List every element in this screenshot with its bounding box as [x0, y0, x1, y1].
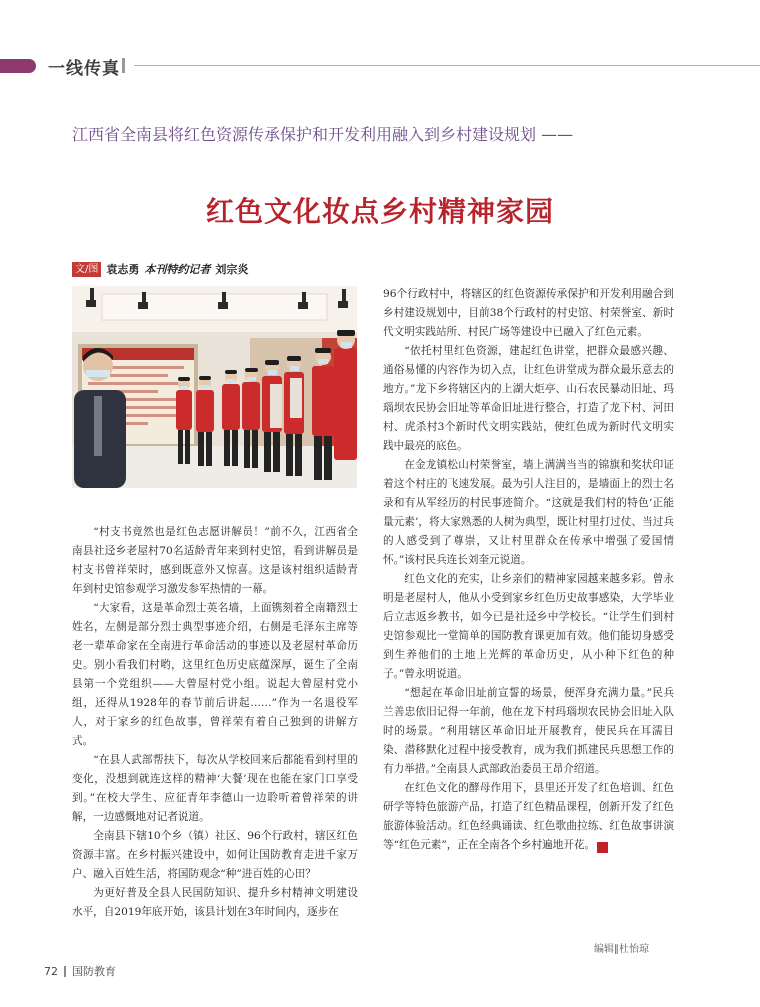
left-column: [72, 523, 358, 922]
article-subtitle: 江西省全南县将红色资源传承保护和开发利用融入到乡村建设规划 ——: [72, 125, 574, 144]
paragraph: 在金龙镇松山村荣誉室，墙上满满当当的锦旗和奖状印证着这个村庄的飞速发展。最为引人注目的，是墙面上的烈士名录和有从军经历的村民事迹简介。“这就是我们村的特色‘正能量元素’，将大家熟悉的人树为典型，既让村里打过仗、当过兵的人感受到了尊崇，又让村里群众在传承中增强了爱国情怀。”该村民兵连长刘奎元说道。: [383, 459, 674, 566]
page-footer: [44, 963, 116, 979]
paragraph: 全南县下辖10个乡（镇）社区、96个行政村，辖区红色资源丰富。在乡村振兴建设中，如何让国防教育走进千家万户、融入百姓生活，将国防观念“种”进百姓的心田？: [72, 830, 358, 880]
footer-separator: [64, 966, 66, 977]
page-number: 72: [44, 964, 58, 978]
paragraph-text: 在红色文化的酵母作用下，县里还开发了红色培训、红色研学等特色旅游产品，打造了红色精品课程，创新开发了红色旅游体验活动。红色经典诵读、红色歌曲拉练、红色故事讲演等“红色元素”，正在全南各个乡村遍地开花。: [383, 782, 674, 851]
article-title: 红色文化妆点乡村精神家园: [205, 195, 554, 228]
magazine-name: 国防教育: [72, 965, 116, 978]
section-accent-bar: [0, 59, 36, 73]
section-separator: [122, 58, 125, 73]
paragraph-last: [383, 779, 674, 855]
byline-tag: 文/图: [72, 262, 101, 277]
paragraph: 96个行政村中，将辖区的红色资源传承保护和开发利用融合到乡村建设规划中，目前38个行政村的村史馆、村荣誉室、新时代文明实践站所、村民广场等建设中已融入了红色元素。: [383, 288, 674, 338]
byline: [72, 261, 248, 277]
paragraph: “村支书竟然也是红色志愿讲解员！”前不久，江西省全南县社迳乡老屋村70名适龄青年来到村史馆，看到讲解员是村支书曾祥荣时，感到既意外又惊喜。这是该村组织适龄青年到村史馆参观学习激发参军热情的一幕。: [72, 526, 358, 595]
byline-author-1: 袁志勇: [106, 263, 140, 276]
end-mark-icon: G: [597, 842, 608, 853]
paragraph: 为更好普及全县人民国防知识、提升乡村精神文明建设水平，自2019年底开始，该县计划在3年时间内，逐步在: [72, 887, 358, 918]
article-photo: [72, 286, 357, 488]
section-label: 一线传真: [48, 59, 120, 79]
byline-author-2: 刘宗炎: [215, 263, 249, 276]
paragraph: “大家看，这是革命烈士英名墙，上面镌刻着全南籍烈士姓名，左侧是部分烈士典型事迹介绍，右侧是毛泽东主席等老一辈革命家在全南进行革命活动的事迹以及老屋村革命历史。别小看我们村哟，这里红色历史底蕴深厚，诞生了全南县第一个党组织——大曾屋村党小组。说起大曾屋村党小组，还得从1928年的春节前后讲起……”作为一名退役军人，对于家乡的红色故事，曾祥荣有着自己独到的讲解方式。: [72, 602, 358, 747]
paragraph: “依托村里红色资源，建起红色讲堂，把群众最感兴趣、通俗易懂的内容作为切入点，让红色讲堂成为群众最乐意去的地方。”龙下乡将辖区内的上湖大炬亭、山石农民暴动旧址、玛瑙坝农民协会旧址等革命旧址进行整合，打造了龙下村、河田村、虎杀村3个新时代文明实践站，使红色成为新时代文明实践中最亮的底色。: [383, 345, 674, 452]
section-header: [0, 56, 760, 78]
paragraph: “想起在革命旧址前宣誓的场景，便浑身充满力量。”民兵兰善忠依旧记得一年前，他在龙下村玛瑙坝农民协会旧址入队时的场景。“利用辖区革命旧址开展教育，使民兵在耳濡目染、潜移默化过程中接受教育，成为我们抓建民兵思想工作的有力举措。”全南县人武部政治委员王昂介绍道。: [383, 687, 674, 775]
paragraph: “在县人武部帮扶下，每次从学校回来后都能看到村里的变化，没想到就连这样的精神‘大餐’现在也能在家门口享受到。”在校大学生、应征青年李德山一边聆听着曾祥荣的讲解，一边感慨地对记者说道。: [72, 754, 358, 823]
byline-role: 本刊特约记者: [144, 263, 211, 276]
section-rule: [134, 65, 760, 66]
right-column: [383, 285, 674, 855]
paragraph: 红色文化的充实，让乡亲们的精神家园越来越多彩。曾永明是老屋村人，他从小受到家乡红色历史故事感染，大学毕业后立志返乡教书，如今已是社迳乡中学校长。“让学生们到村史馆参观比一堂简单的国防教育课更加有效。他们能切身感受到生养他们的土地上光辉的革命历史，从小种下红色的种子。”曾永明说道。: [383, 573, 674, 680]
editor-credit: 编辑∥杜怡琼: [594, 944, 649, 955]
